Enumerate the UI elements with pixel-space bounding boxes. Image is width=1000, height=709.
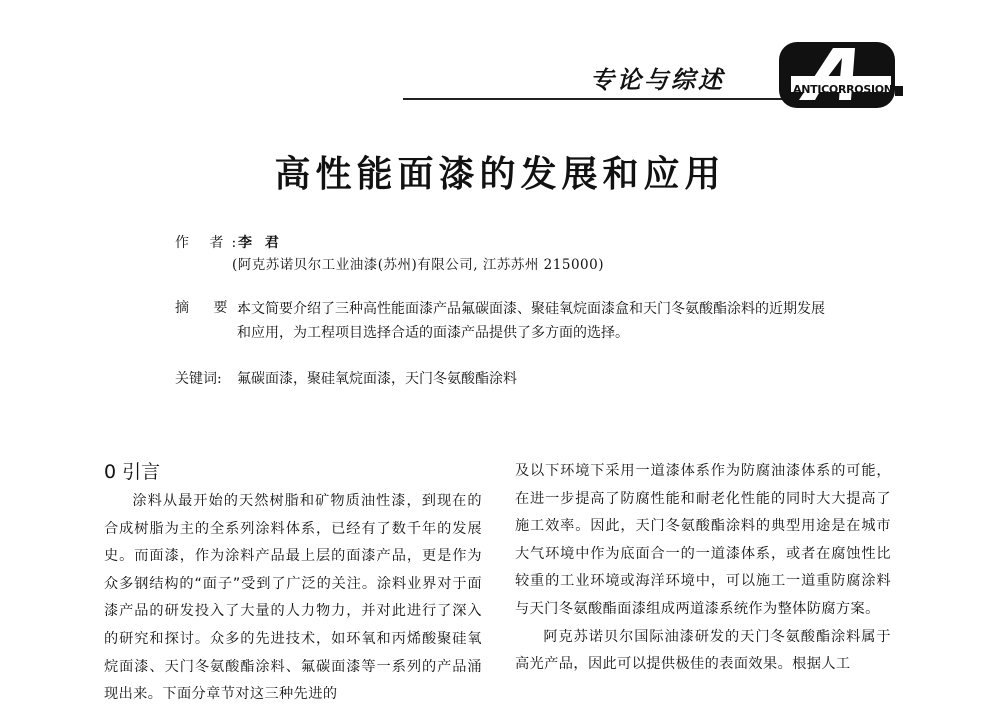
header-rule (403, 98, 803, 100)
right-column (515, 458, 891, 679)
author-name: 李 君 (238, 235, 283, 251)
keywords-text: 氟碳面漆，聚硅氧烷面漆，天门冬氨酸酯涂料 (237, 371, 517, 387)
abstract-label: 摘 要: (175, 300, 253, 316)
anticorrosion-logo (777, 40, 905, 112)
journal-section-label: 专论与综述 (590, 66, 725, 94)
abstract-text: 本文简要介绍了三种高性能面漆产品氟碳面漆、聚硅氧烷面漆盒和天门冬氨酸酯涂料的近期发展和应用，为工程项目选择合适的面漆产品提供了多方面的选择。 (237, 301, 825, 341)
keywords-label: 关键词: (175, 371, 222, 387)
article-title: 高性能面漆的发展和应用 (274, 154, 726, 195)
paragraph: 涂料从最开始的天然树脂和矿物质油性漆，到现在的合成树脂为主的全系列涂料体系，已经有了数千年的发展史。而面漆，作为涂料产品最上层的面漆产品，更是作为众多钢结构的“面子”受到了广泛的关注。涂料业界对于面漆产品的研发投入了大量的人力物力，并对此进行了深入的研究和探讨。众多的先进技术，如环氧和丙烯酸聚硅氧烷面漆、天门冬氨酸酯涂料、氟碳面漆等一系列的产品涌现出来。下面分章节对这三种先进的 (104, 493, 482, 703)
section-heading-introduction: 0 引言 (104, 461, 161, 483)
author-label: 作 者: (175, 235, 245, 251)
author-affiliation: (阿克苏诺贝尔工业油漆(苏州)有限公司, 江苏苏州 215000) (232, 257, 604, 273)
left-column (104, 458, 482, 709)
logo-text: ANTICORROSION (793, 83, 893, 96)
paragraph: 阿克苏诺贝尔国际油漆研发的天门冬氨酸酯涂料属于高光产品，因此可以提供极佳的表面效果。根据人工 (515, 628, 891, 673)
paragraph: 及以下环境下采用一道漆体系作为防腐油漆体系的可能，在进一步提高了防腐性能和耐老化性能的同时大大提高了施工效率。因此，天门冬氨酸酯涂料的典型用途是在城市大气环境中作为底面合一的一道漆体系，或者在腐蚀性比较重的工业环境或海洋环境中，可以施工一道重防腐涂料与天门冬氨酸酯面漆组成两道漆系统作为整体防腐方案。 (515, 463, 891, 617)
